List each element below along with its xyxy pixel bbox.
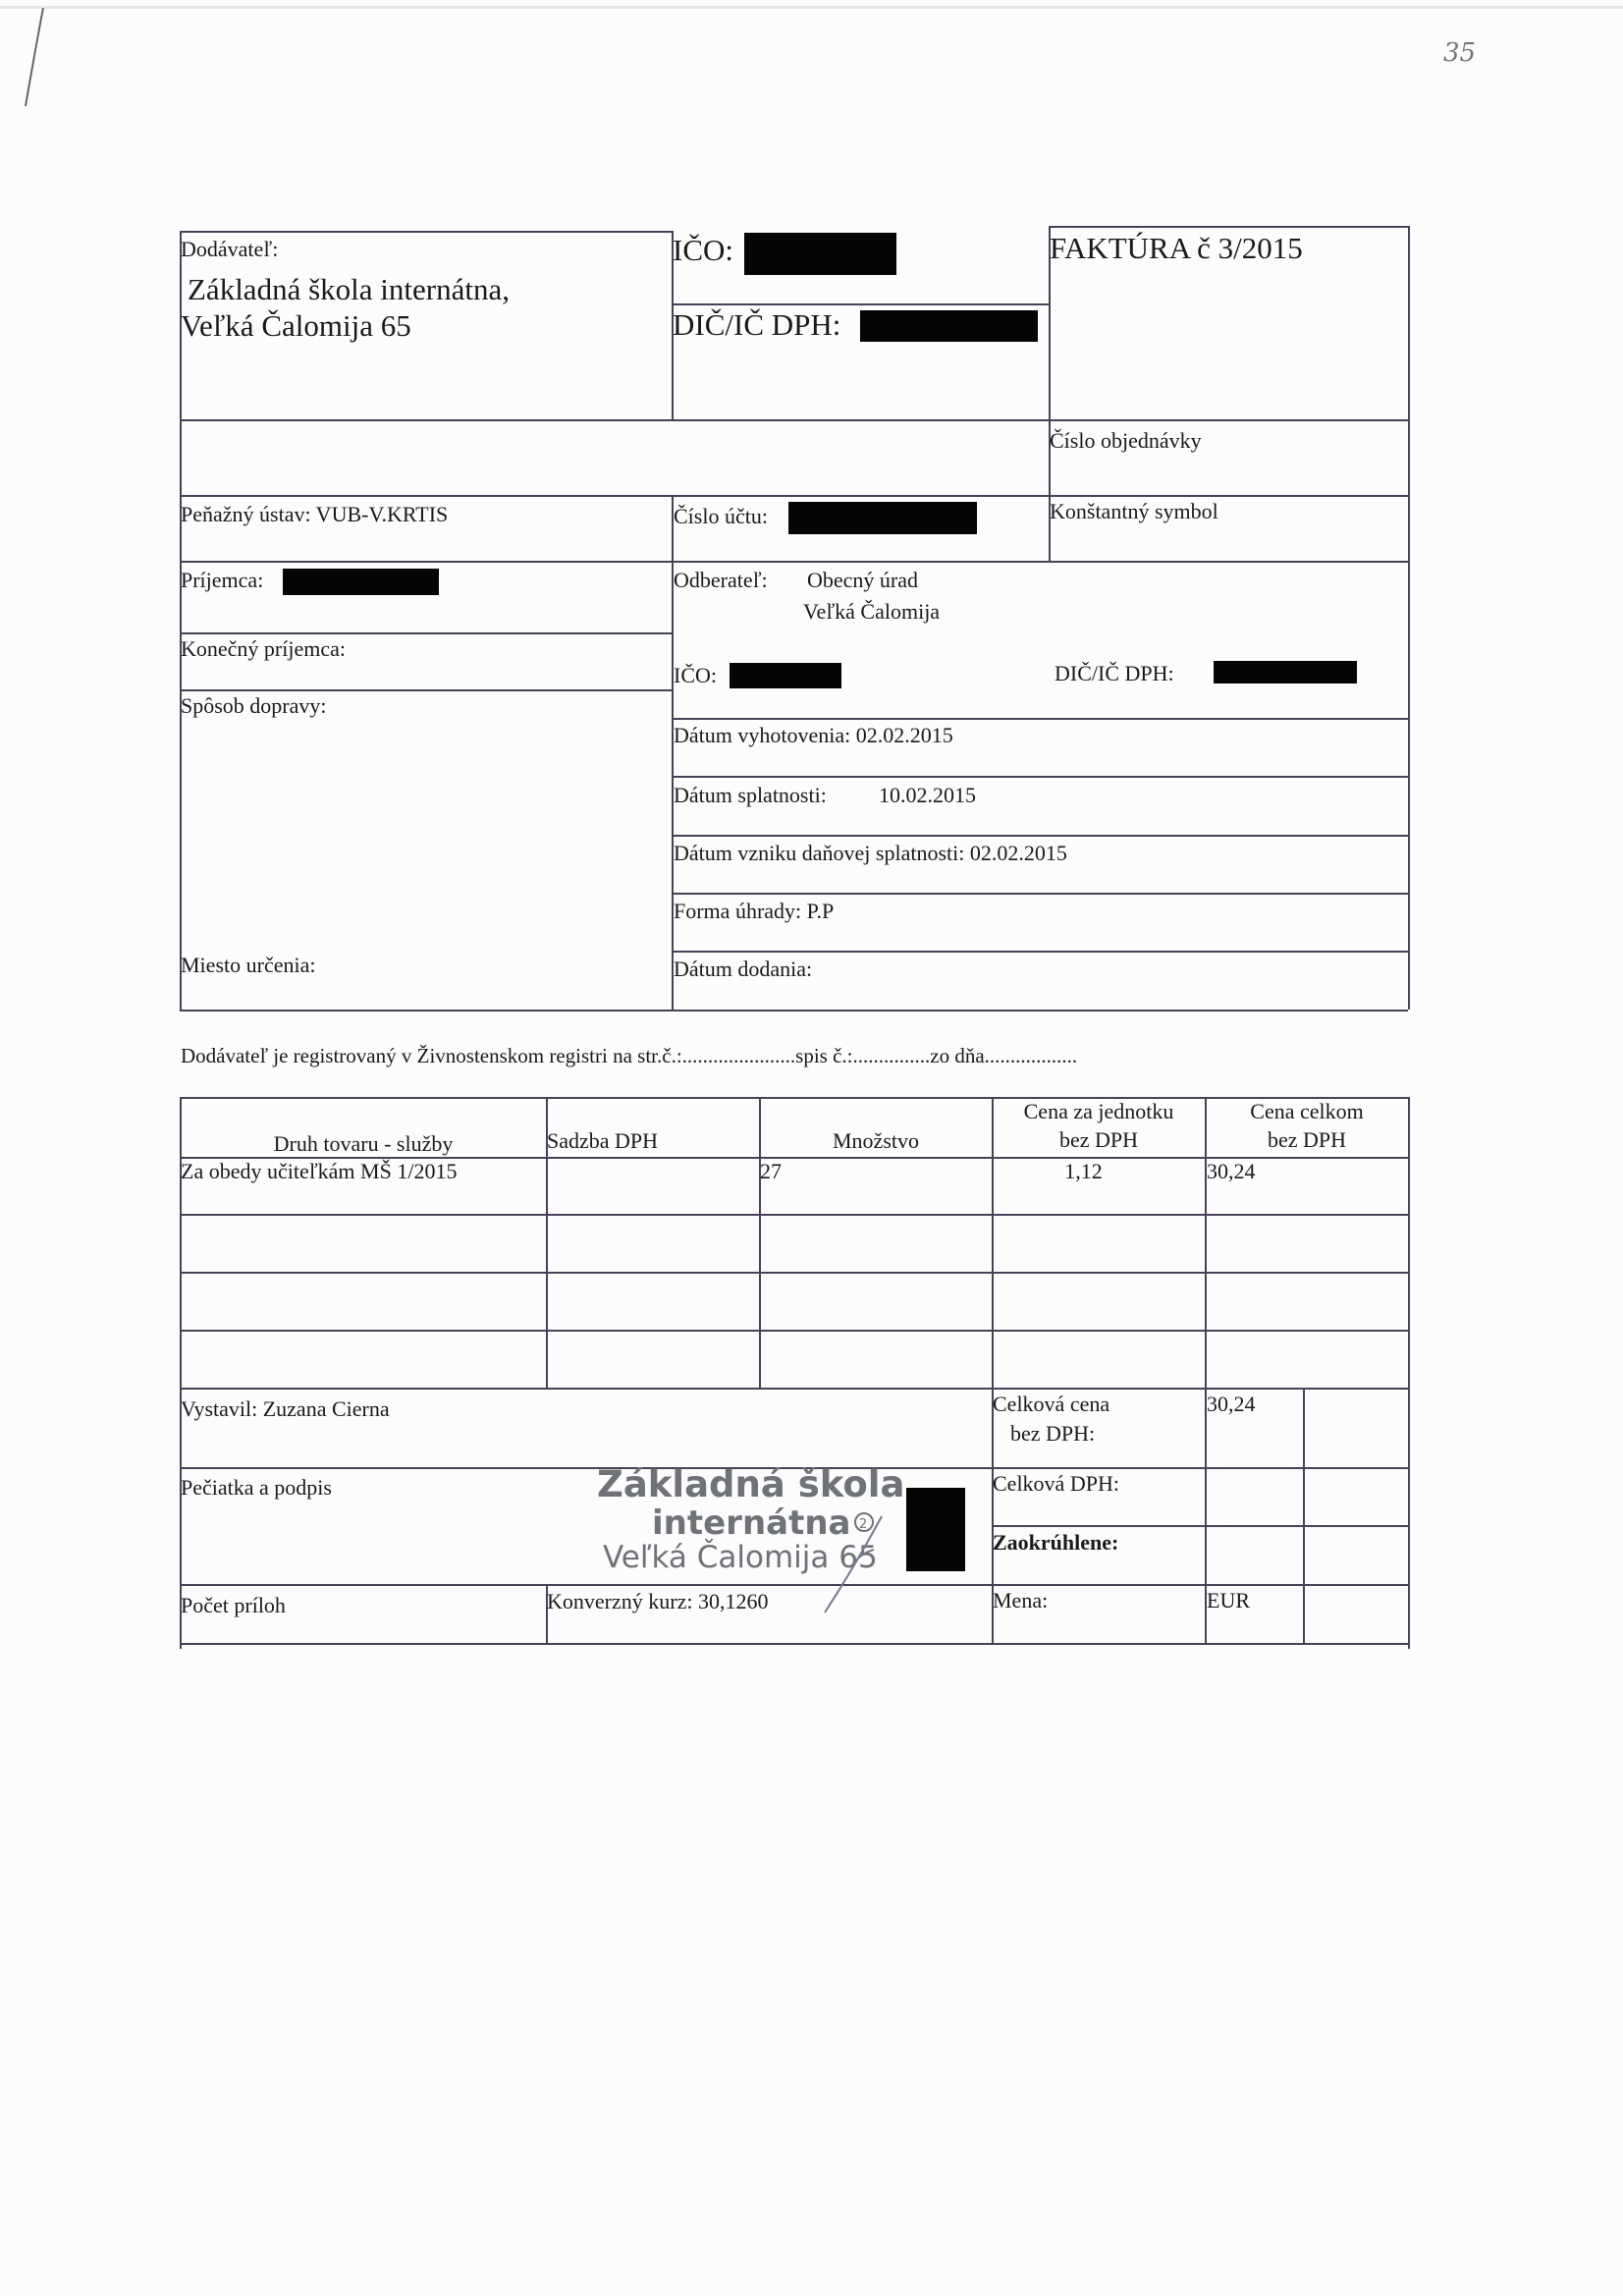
attachments-label: Počet príloh — [181, 1593, 286, 1617]
frame-left-upper — [180, 231, 182, 1010]
row-line-transport — [180, 689, 672, 691]
handwritten-page-number — [1441, 31, 1500, 71]
scan-top-edge — [0, 6, 1623, 9]
tax-date: Dátum vzniku daňovej splatnosti: 02.02.2015 — [674, 841, 1067, 865]
customer-ico-label: IČO: — [674, 663, 717, 687]
row-line-bank — [180, 495, 1408, 497]
supplier-dic-label: DIČ/IČ DPH: — [673, 307, 841, 342]
total-vat-label: Celková DPH: — [993, 1471, 1119, 1496]
header-unit-price-1: Cena za jednotku — [1023, 1099, 1174, 1123]
invoice-title: FAKTÚRA č 3/2015 — [1050, 231, 1303, 265]
header-total-1: Cena celkom — [1250, 1099, 1364, 1123]
row-line-payment — [672, 893, 1408, 895]
total-value: 30,24 — [1207, 1392, 1256, 1416]
bank-institution: Peňažný ústav: VUB-V.KRTIS — [181, 502, 449, 526]
rounded-label: Zaokrúhlene: — [993, 1530, 1119, 1555]
redacted-supplier-ico — [744, 233, 896, 275]
order-number-label: Číslo objednávky — [1050, 428, 1202, 453]
currency-label: Mena: — [993, 1588, 1049, 1613]
item-total: 30,24 — [1207, 1159, 1256, 1183]
registry-note: Dodávateľ je registrovaný v Živnostenskom registri na str.č.:......................spis č.:...............zo dňa.................. — [181, 1044, 1078, 1067]
delivery-date-label: Dátum dodania: — [674, 957, 813, 981]
exchange-rate: Konverzný kurz: 30,1260 — [547, 1589, 769, 1613]
row-line-tax-date — [672, 835, 1408, 837]
redacted-signature — [906, 1488, 965, 1571]
supplier-label: Dodávateľ: — [181, 237, 279, 261]
supplier-name-line2: Veľká Čalomija 65 — [181, 308, 411, 343]
items-bottom-line — [180, 1388, 1408, 1390]
header-total-2: bez DPH — [1267, 1127, 1347, 1152]
row-line-final-recipient — [180, 632, 672, 634]
footer-col-extra — [1303, 1388, 1305, 1643]
item-description: Za obedy učiteľkám MŠ 1/2015 — [181, 1159, 458, 1183]
issued-by: Vystavil: Zuzana Cierna — [181, 1396, 390, 1421]
svg-text:internátna: internátna — [652, 1503, 851, 1543]
frame-top-line-left — [180, 231, 672, 233]
redacted-recipient — [283, 569, 439, 595]
redacted-customer-ico — [730, 663, 841, 688]
transport-label: Spôsob dopravy: — [181, 693, 327, 718]
recipient-label: Príjemca: — [181, 568, 264, 592]
total-label-line2: bez DPH: — [1010, 1421, 1096, 1446]
redacted-account-number — [788, 502, 977, 534]
items-row2-line — [180, 1272, 1408, 1274]
supplier-ico-label: IČO: — [673, 233, 733, 267]
row-line-issue-date — [672, 718, 1408, 720]
footer-bottom-line — [180, 1643, 1408, 1645]
header-goods: Druh tovaru - služby — [273, 1131, 454, 1156]
customer-label: Odberateľ: — [674, 568, 768, 592]
items-row3-line — [180, 1330, 1408, 1332]
currency-value: EUR — [1207, 1588, 1250, 1613]
row-line-order — [180, 419, 1408, 421]
due-date-label: Dátum splatnosti: — [674, 783, 827, 807]
row-line-delivery — [672, 951, 1408, 953]
school-stamp — [589, 1459, 923, 1626]
payment-method: Forma úhrady: P.P — [674, 899, 835, 923]
items-row1-line — [180, 1214, 1408, 1216]
header-quantity: Množstvo — [833, 1128, 919, 1153]
svg-text:35: 35 — [1443, 38, 1477, 68]
row-line-due-date — [672, 776, 1408, 778]
customer-name-line2: Veľká Čalomija — [803, 599, 941, 624]
header-vat-rate: Sadzba DPH — [547, 1128, 659, 1153]
stamp-and-signature-label: Pečiatka a podpis — [181, 1475, 332, 1500]
svg-text:Základná škola: Základná škola — [597, 1463, 905, 1505]
svg-text:2: 2 — [859, 1517, 868, 1532]
handwritten-stroke — [14, 0, 53, 118]
frame-bottom-upper — [180, 1010, 1408, 1011]
item-quantity: 27 — [760, 1159, 782, 1183]
dic-underline — [672, 303, 1049, 305]
item-unit-price: 1,12 — [1064, 1159, 1103, 1183]
account-number-label: Číslo účtu: — [674, 504, 768, 528]
frame-right-upper — [1408, 226, 1410, 1010]
customer-dic-label: DIČ/IČ DPH: — [1055, 661, 1174, 685]
issue-date: Dátum vyhotovenia: 02.02.2015 — [674, 723, 953, 747]
header-unit-price-2: bez DPH — [1058, 1127, 1139, 1152]
row-line-recipient — [180, 561, 1408, 563]
redacted-customer-dic — [1214, 661, 1357, 683]
final-recipient-label: Konečný príjemca: — [181, 636, 346, 661]
customer-name-line1: Obecný úrad — [807, 568, 919, 592]
supplier-name-line1: Základná škola internátna, — [188, 272, 510, 306]
svg-text:Veľká Čalomija 65: Veľká Čalomija 65 — [603, 1540, 878, 1575]
destination-label: Miesto určenia: — [181, 953, 316, 977]
frame-top-line-right — [1049, 226, 1408, 228]
constant-symbol-label: Konštantný symbol — [1050, 499, 1218, 523]
footer-line-rounded — [992, 1525, 1408, 1527]
redacted-supplier-dic — [860, 310, 1038, 342]
items-right-border — [1408, 1097, 1410, 1649]
total-label-line1: Celková cena — [993, 1392, 1110, 1416]
due-date-value: 10.02.2015 — [879, 783, 976, 807]
